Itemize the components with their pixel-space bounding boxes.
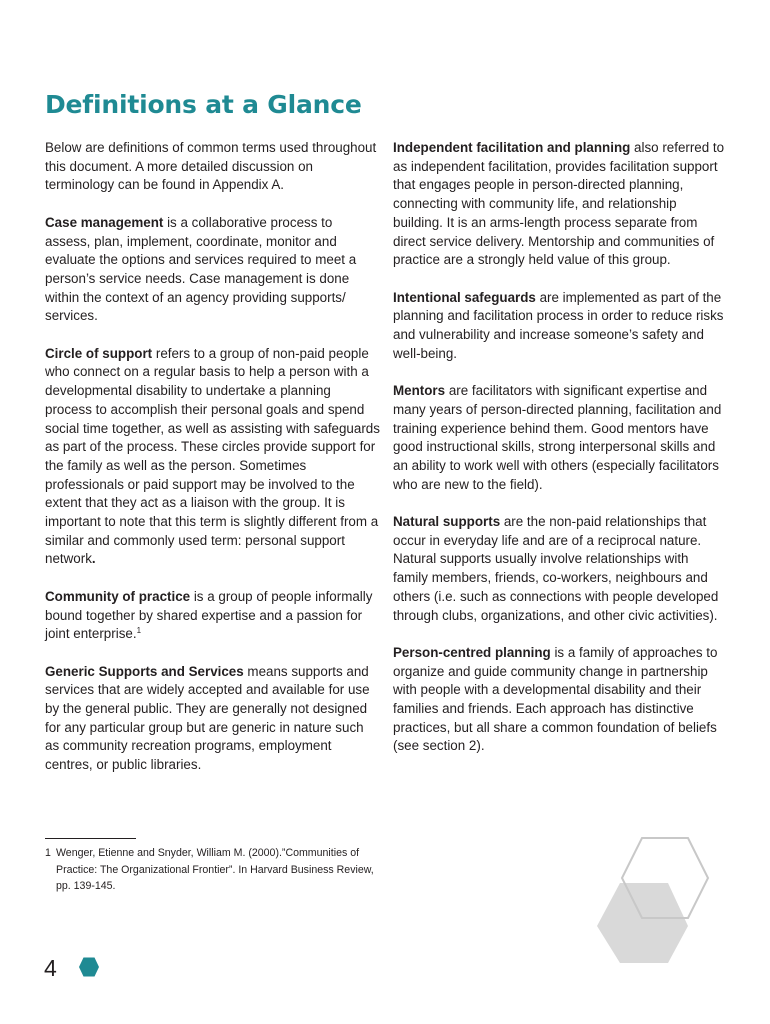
definition-mentors: [393, 382, 725, 494]
definition-term: Intentional safeguards: [393, 289, 536, 305]
definition-text: refers to a group of non-paid people who connect on a regular basis to help a person with a developmental disability to undertake a planning process to accomplish their personal goals and spend social time together, as well as assisting with safeguards as part of the process. These circles provide support for the family as well as the person. Sometimes professionals or paid support may be involved to the extent that they act as a liaison with the group. It is important to note that this term is slightly different from a similar and commonly used term: personal support network: [45, 345, 380, 567]
footnote: [45, 845, 380, 895]
definition-circle-of-support: [45, 345, 381, 569]
definition-intentional-safeguards: [393, 289, 725, 364]
definition-term: Independent facilitation and planning: [393, 140, 631, 155]
definition-end-period: .: [91, 551, 96, 567]
right-column: [393, 139, 725, 775]
definition-community-of-practice: [45, 588, 381, 644]
definition-generic-supports: [45, 663, 381, 775]
decorative-hexagons: [590, 832, 715, 972]
footnote-reference[interactable]: 1: [136, 626, 142, 636]
page-number: 4: [44, 955, 57, 981]
definition-text: are facilitators with significant expertise and many years of person-directed planning, facilitation and training experience behind them. Good mentors have good instructional skills, strong interpersonal skills and an ability to work well with others (especially facilitators who are new to the field).: [393, 383, 722, 492]
left-column: [45, 139, 381, 794]
definition-text: is a collaborative process to assess, plan, implement, coordinate, monitor and evaluate the options and services required to meet a person’s service needs. Case management is done within the context of an agency providing supports/ services.: [45, 214, 357, 324]
definition-text: are the non-paid relationships that occur in everyday life and are of a reciprocal nature. Natural supports usually involve relationships with family members, friends, co-workers, neighbours and others (i.e. such as connections with people developed through clubs, organizations, and other civic activities).: [393, 514, 719, 623]
footnote-divider: [45, 838, 136, 839]
definition-natural-supports: [393, 513, 725, 625]
definition-text: also referred to as independent facilitation, provides facilitation support that engages people in person-directed planning, connecting with community life, and relationship building. It is an arms-length process separate from direct service delivery. Mentorship and communities of practice are a strongly held value of this group.: [393, 140, 725, 268]
footnote-text: Wenger, Etienne and Snyder, William M. (2000).”Communities of Practice: The Organizational Frontier”. In Harvard Business Review, pp. 139-145.: [56, 847, 374, 893]
definition-person-centred-planning: [393, 644, 725, 756]
definition-case-management: [45, 214, 381, 326]
page-title: Definitions at a Glance: [45, 90, 362, 119]
hexagon-filled-shape: [597, 883, 688, 963]
definition-term: Case management: [45, 214, 164, 230]
definition-term: Natural supports: [393, 514, 501, 530]
intro-paragraph: Below are definitions of common terms used throughout this document. A more detailed discussion on terminology can be found in Appendix A.: [45, 140, 377, 193]
definition-term: Person-centred planning: [393, 644, 551, 660]
definition-text: are implemented as part of the planning and facilitation process in order to reduce risks and vulnerability and increase someone’s safety and well-being.: [393, 289, 724, 361]
footnote-number: 1: [45, 847, 51, 859]
definition-independent-facilitation: [393, 139, 725, 270]
definition-text: is a group of people informally bound together by shared expertise and a passion for joint enterprise.: [45, 588, 373, 642]
definition-term: Generic Supports and Services: [45, 663, 244, 679]
definition-term: Community of practice: [45, 588, 191, 604]
definition-text: means supports and services that are widely accepted and available for use by the general public. They are generally not designed for any particular group but are generic in nature such as community recreation programs, employment centres, or public libraries.: [45, 663, 370, 773]
definition-term: Circle of support: [45, 345, 153, 361]
hexagon-icon: [78, 956, 100, 978]
definition-text: is a family of approaches to organize and guide community change in partnership with people with a developmental disability and their families and friends. Each approach has distinctive practices, but all share a common foundation of beliefs (see section 2).: [393, 644, 718, 754]
definition-term: Mentors: [393, 383, 446, 399]
